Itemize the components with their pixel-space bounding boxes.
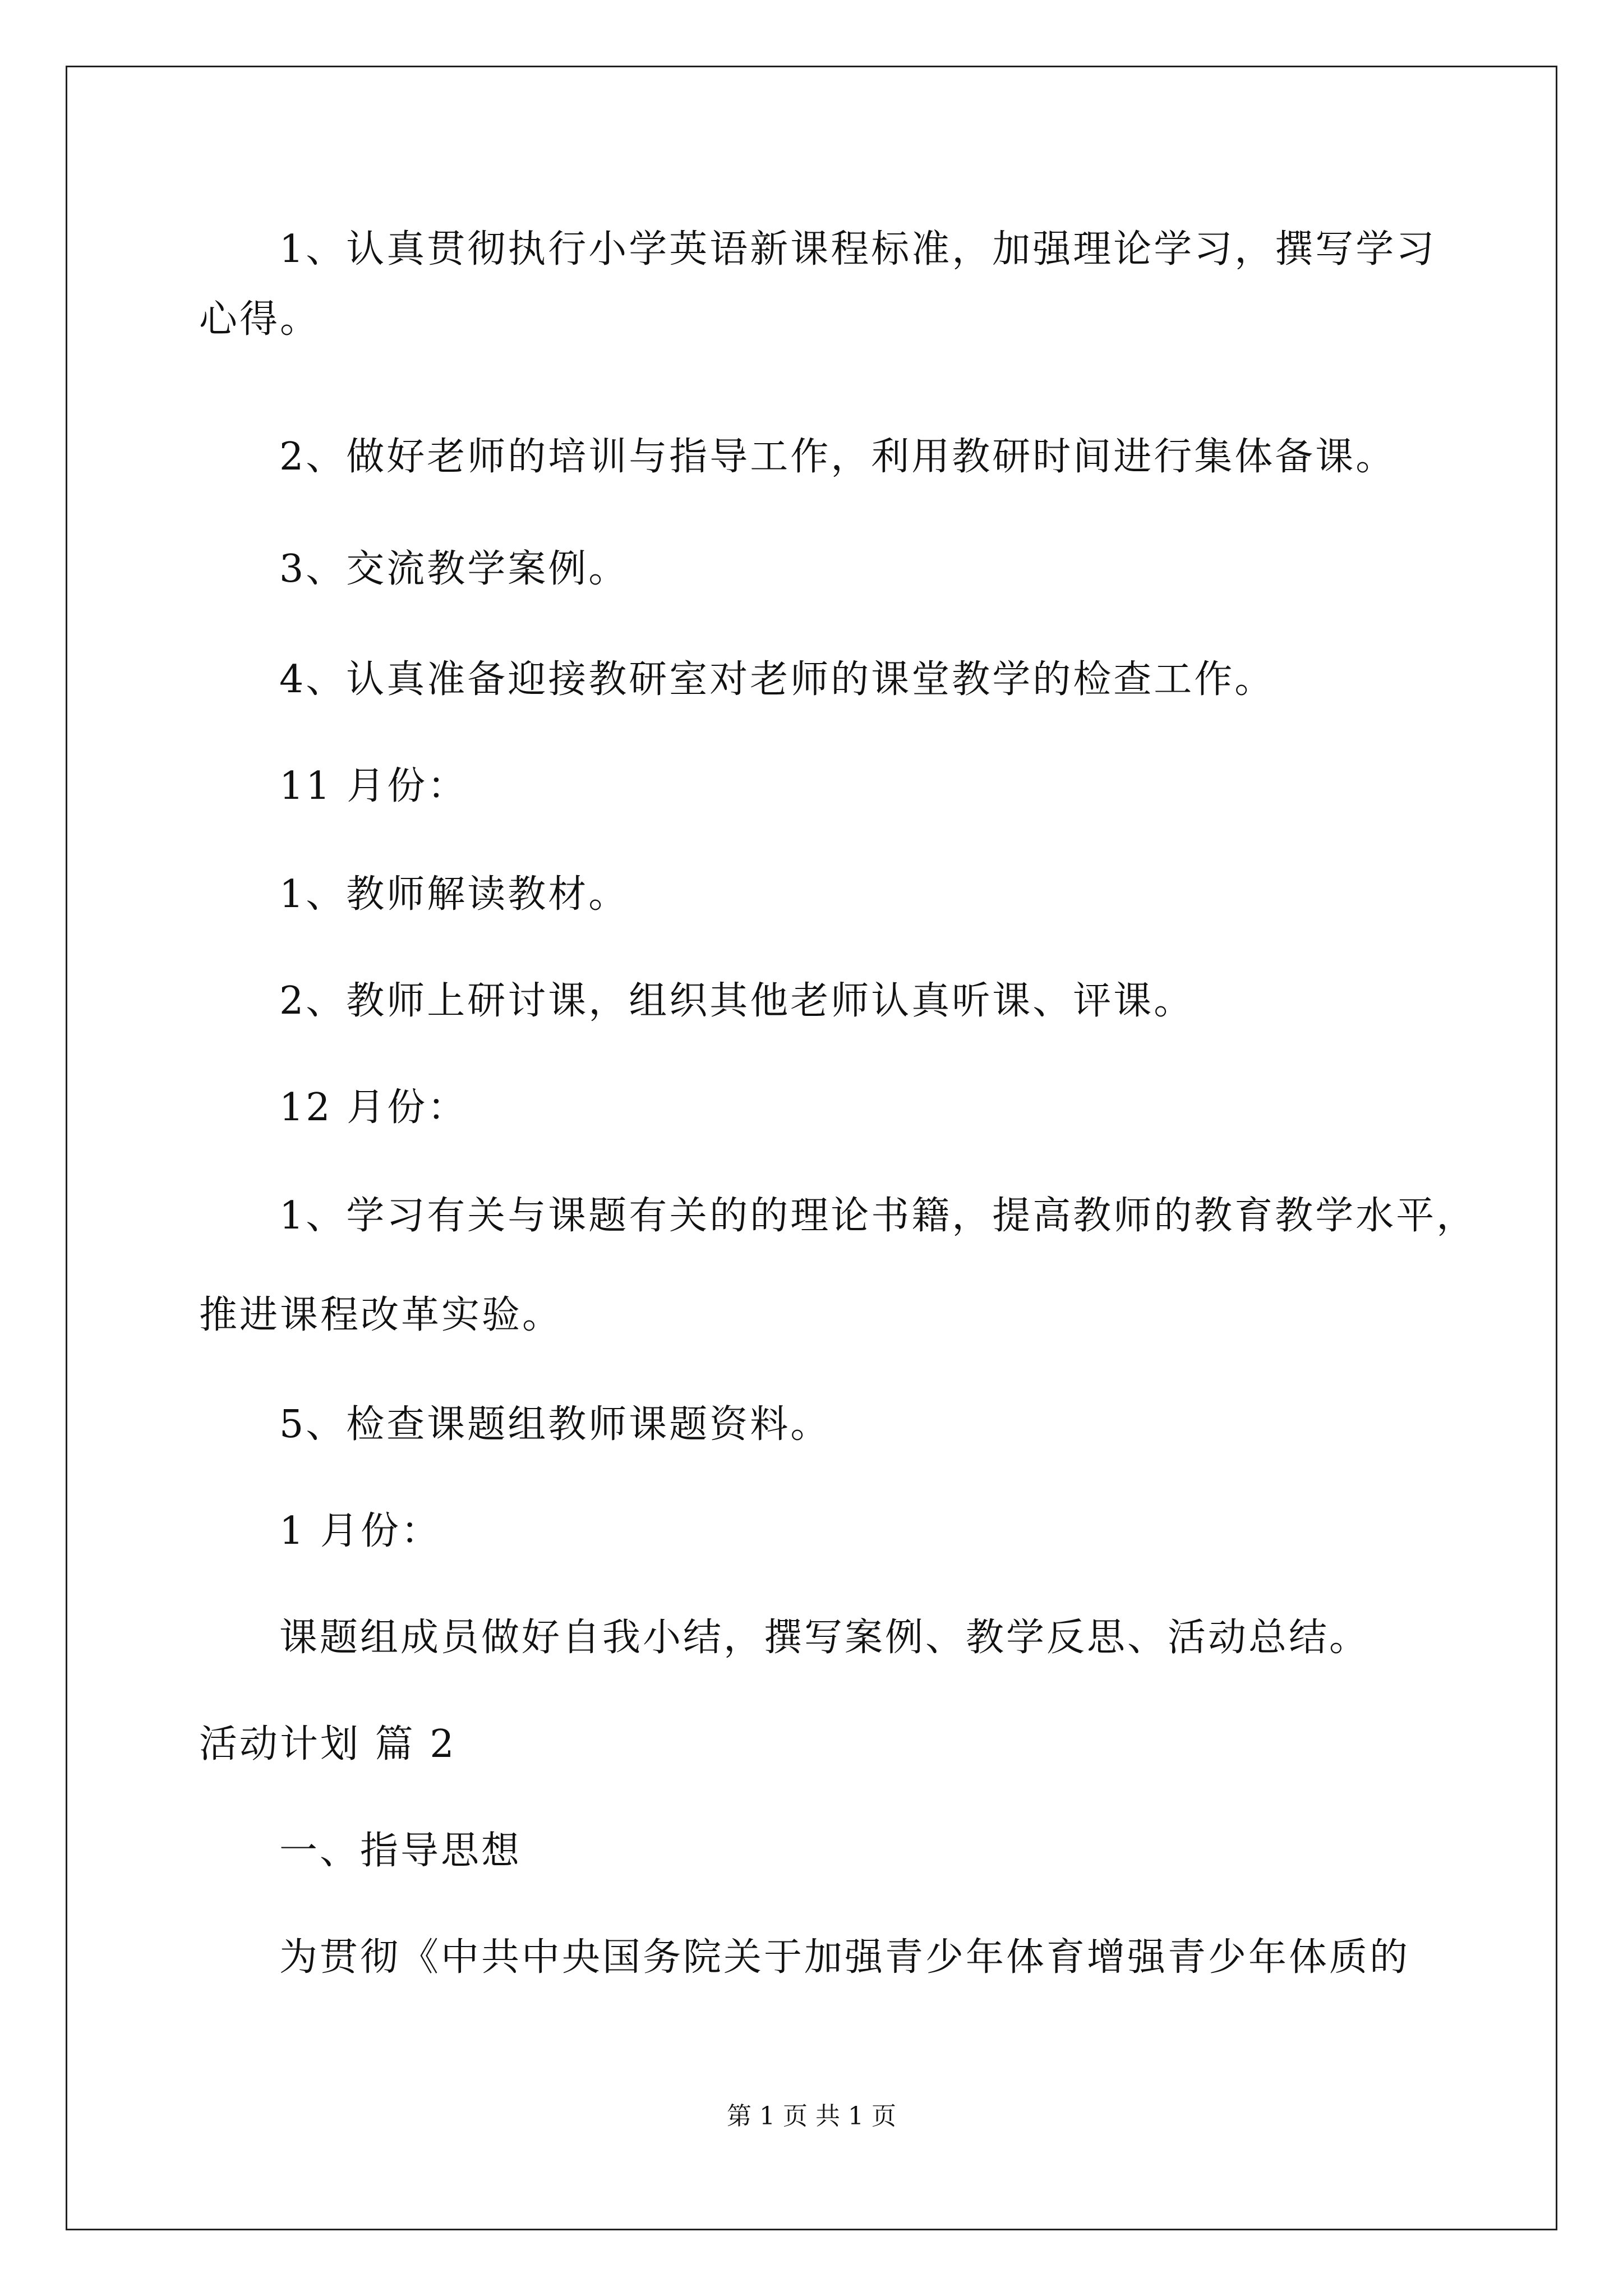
page-number-footer: 第 1 页 共 1 页 xyxy=(727,2102,896,2131)
section-heading-guiding-thought: 一、指导思想 xyxy=(279,1829,522,1873)
section-title-plan-2: 活动计划 篇 2 xyxy=(199,1722,457,1766)
paragraph-line: 1、认真贯彻执行小学英语新课程标准，加强理论学习，撰写学习 xyxy=(279,227,1437,272)
paragraph-line: 4、认真准备迎接教研室对老师的课堂教学的检查工作。 xyxy=(279,657,1275,702)
section-heading-december: 12 月份： xyxy=(279,1085,468,1130)
paragraph-line: 1、教师解读教材。 xyxy=(279,872,629,917)
paragraph-line: 心得。 xyxy=(199,297,321,342)
paragraph-line: 课题组成员做好自我小结，撰写案例、教学反思、活动总结。 xyxy=(279,1616,1370,1660)
paragraph-line: 2、教师上研讨课，组织其他老师认真听课、评课。 xyxy=(279,979,1195,1023)
paragraph-line: 推进课程改革实验。 xyxy=(199,1293,563,1337)
paragraph-line: 1、学习有关与课题有关的的理论书籍，提高教师的教育教学水平， xyxy=(279,1194,1477,1238)
section-heading-november: 11 月份： xyxy=(279,764,468,808)
paragraph-line: 5、检查课题组教师课题资料。 xyxy=(279,1402,831,1447)
page-border xyxy=(66,66,1557,2230)
paragraph-line: 2、做好老师的培训与指导工作，利用教研时间进行集体备课。 xyxy=(279,435,1396,479)
paragraph-line: 为贯彻《中共中央国务院关于加强青少年体育增强青少年体质的 xyxy=(279,1935,1410,1980)
paragraph-line: 3、交流教学案例。 xyxy=(279,547,629,591)
section-heading-january: 1 月份： xyxy=(279,1509,441,1553)
